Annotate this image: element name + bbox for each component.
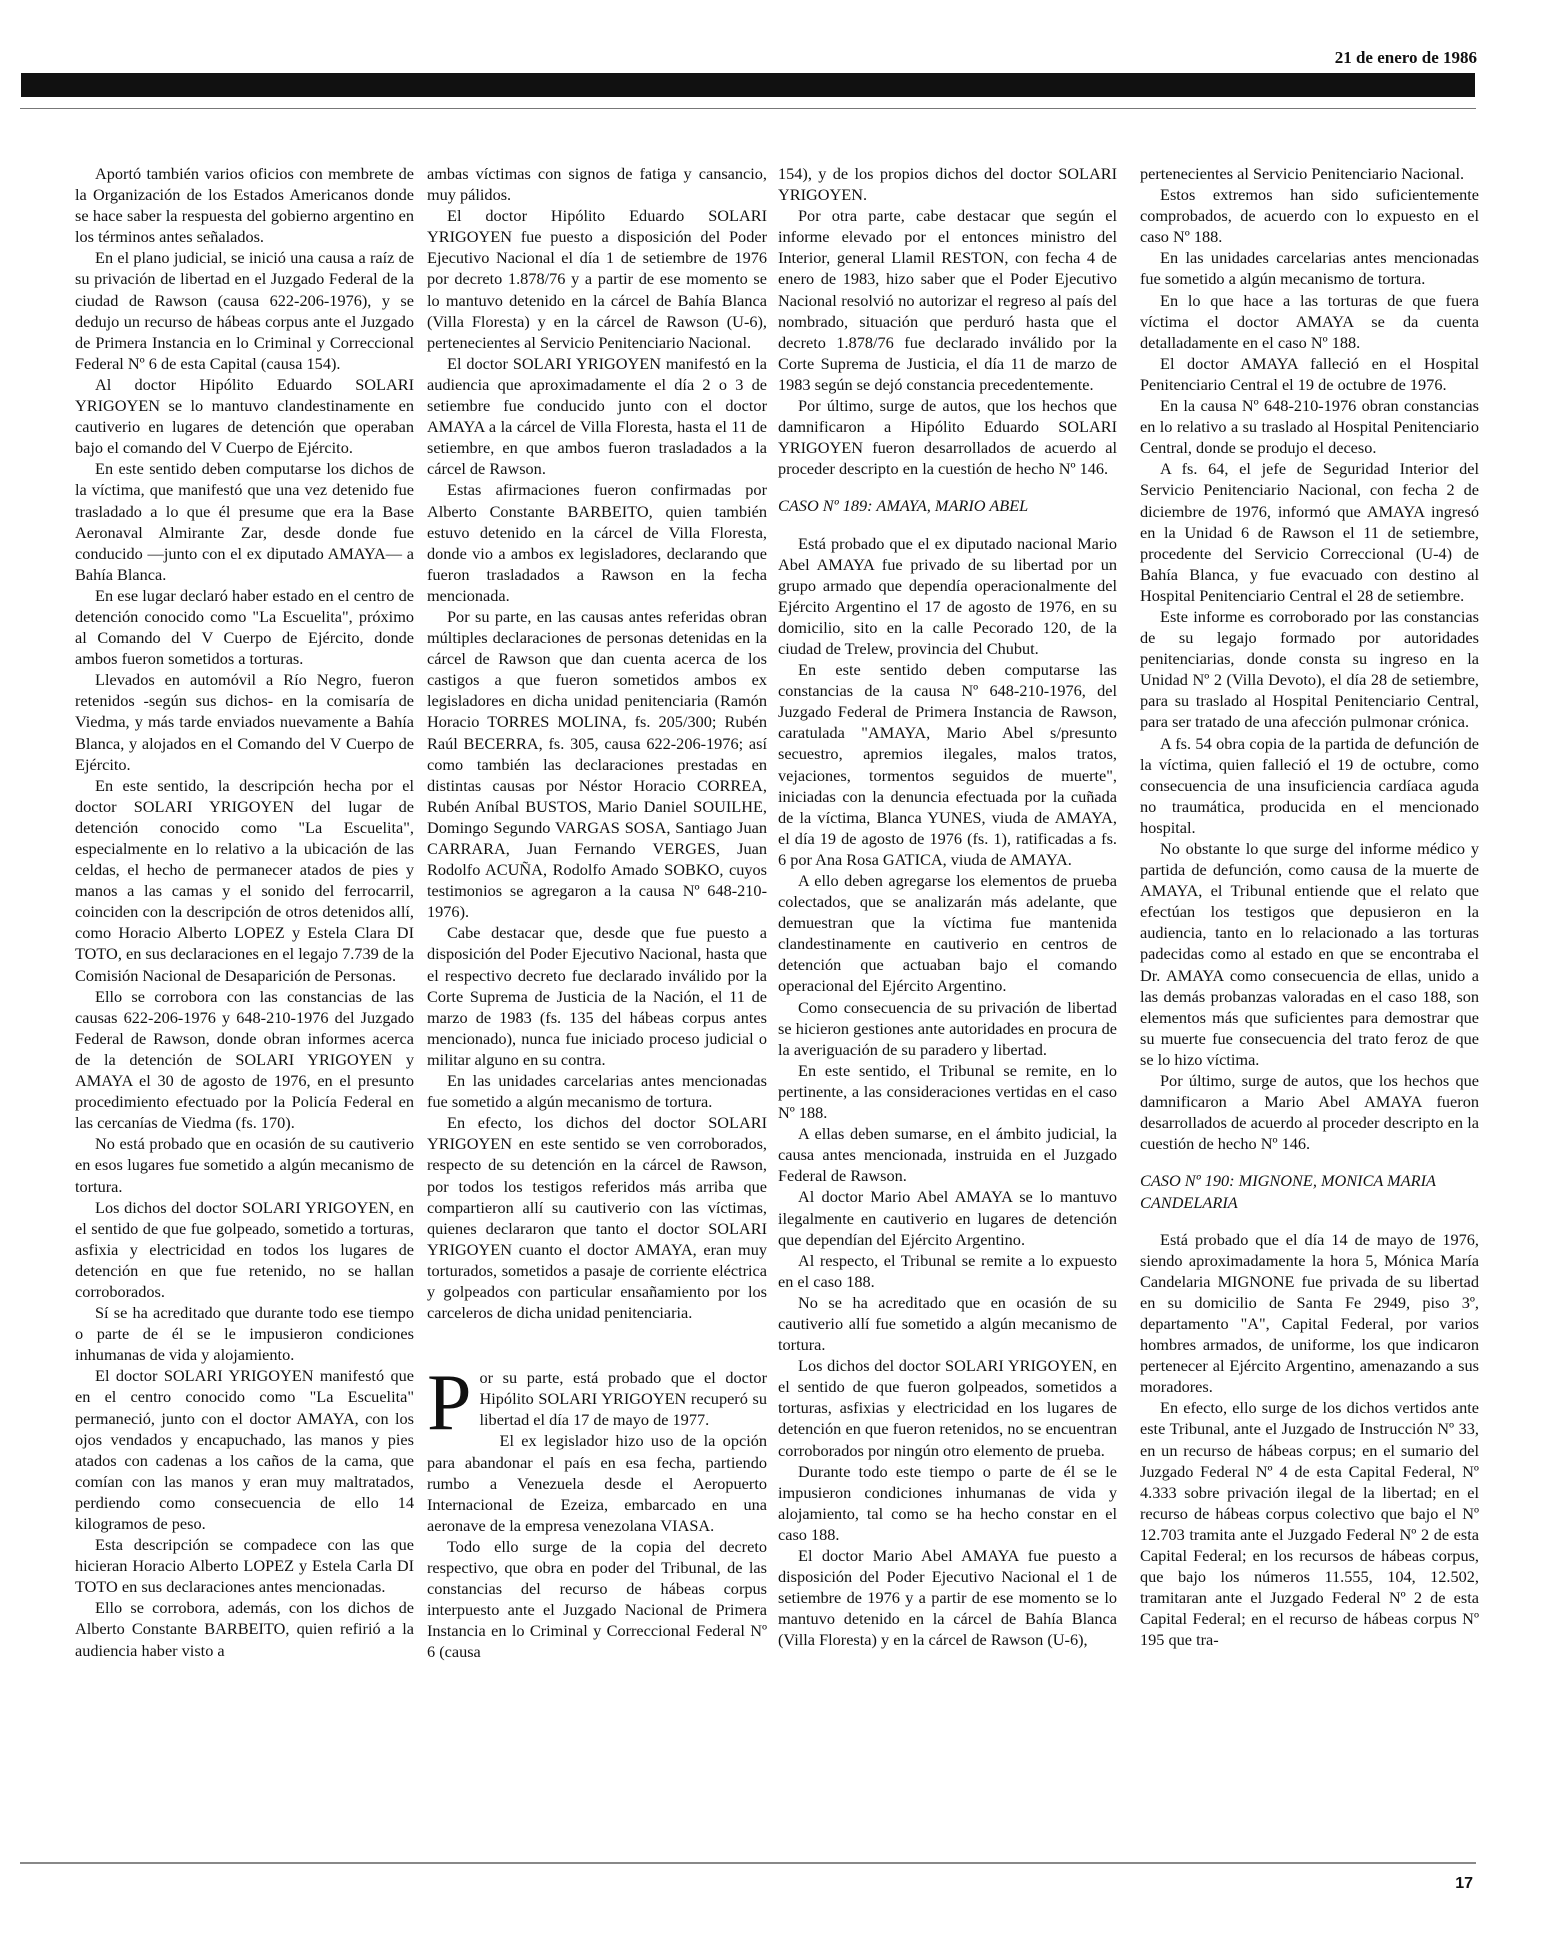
- paragraph: Aportó también varios oficios con membrete de la Organización de los Estados Americanos donde se hace saber la respuesta del gobierno argentino en los términos antes señalados.: [75, 164, 414, 247]
- page-number: 17: [1455, 1875, 1473, 1892]
- paragraph: Sí se ha acreditado que durante todo ese tiempo o parte de él se le impusieron condiciones inhumanas de vida y alojamiento.: [75, 1303, 414, 1365]
- paragraph: Al doctor Hipólito Eduardo SOLARI YRIGOYEN se lo mantuvo clandestinamente en cautiverio en lugares de detención que operaban bajo el comando del V Cuerpo de Ejército.: [75, 374, 414, 458]
- paragraph: Los dichos del doctor SOLARI YRIGOYEN, en el sentido de que fue golpeado, sometido a torturas, asfixia y electricidad en todos los lugares de detención en que fue retenido, no se hallan corroborados.: [75, 1197, 414, 1301]
- paragraph: Estos extremos han sido suficientemente comprobados, de acuerdo con lo expuesto en el caso Nº 188.: [1140, 185, 1479, 247]
- paragraph: Por último, surge de autos, que los hechos que damnificaron a Hipólito Eduardo SOLARI YRIGOYEN fueron desarrollados de acuerdo al proceder descripto en la cuestión de hecho Nº 146.: [778, 396, 1117, 479]
- paragraph: En efecto, los dichos del doctor SOLARI YRIGOYEN en este sentido se ven corroborados, respecto de su detención en la cárcel de Rawson, por todos los testigos referidos más arriba que compartieron allí su cautiverio con las víctimas, quienes declararon que tanto el doctor SOLARI YRIGOYEN cuanto el doctor AMAYA, eran muy torturados, sometidos a pasaje de corriente eléctrica y golpeados con particular ensañamiento por los carceleros de dicha unidad penitenciaria.: [427, 1113, 767, 1323]
- case-heading: CASO Nº 189: AMAYA, MARIO ABEL: [778, 496, 1029, 516]
- paragraph: A ello deben agregarse los elementos de prueba colectados, que se analizarán más adelante, que demuestran que la víctima fue mantenida clandestinamente en cautiverio en centros de detención que actuaban bajo el comando operacional del Ejército Argentino.: [778, 871, 1117, 996]
- paragraph: Esta descripción se compadece con las que hicieran Horacio Alberto LOPEZ y Estela Carla DI TOTO en sus declaraciones antes mencionadas.: [75, 1535, 414, 1597]
- paragraph: Al doctor Mario Abel AMAYA se lo mantuvo ilegalmente en cautiverio en lugares de detención que dependían del Ejército Argentino.: [778, 1187, 1117, 1249]
- paragraph: En las unidades carcelarias antes mencionadas fue sometido a algún mecanismo de tortura.: [427, 1071, 767, 1112]
- paragraph: En este sentido, el Tribunal se remite, en lo pertinente, a las consideraciones vertidas en el caso Nº 188.: [778, 1060, 1117, 1123]
- footer-rule: [20, 1862, 1476, 1864]
- paragraph: Está probado que el ex diputado nacional Mario Abel AMAYA fue privado de su libertad por un grupo armado que dependía operacionalmente del Ejército Argentino el 17 de agosto de 1976, en su domicilio, sito en la calle Pecorado 120, de la ciudad de Trelew, provincia del Chubut.: [778, 533, 1117, 658]
- paragraph: El doctor SOLARI YRIGOYEN manifestó que en el centro conocido como "La Escuelita" permaneció, junto con el doctor AMAYA, con los ojos vendados y encapuchado, las manos y pies atados con cadenas a los caños de la cama, que comían con las manos y eran muy maltratados, perdiendo como consecuencia de ello 14 kilogramos de peso.: [75, 1366, 414, 1533]
- paragraph: El doctor Hipólito Eduardo SOLARI YRIGOYEN fue puesto a disposición del Poder Ejecutivo Nacional el día 1 de setiembre de 1976 por decreto 1.878/76 y a partir de ese momento se lo mantuvo detenido en la cárcel de Bahía Blanca (Villa Floresta) y en la cárcel de Rawson (U-6), pertenecientes al Servicio Penitenciario Nacional.: [427, 206, 767, 352]
- paragraph: 154), y de los propios dichos del doctor SOLARI YRIGOYEN.: [778, 164, 1117, 205]
- paragraph: Por su parte, en las causas antes referidas obran múltiples declaraciones de personas detenidas en la cárcel de Rawson que dan cuenta acerca de los castigos a que fueron sometidos ambos ex legisladores en dicha unidad penitenciaria (Ramón Horacio TORRES MOLINA, fs. 205/300; Rubén Raúl BECERRA, fs. 305, causa 622-206-1976; así como también las declaraciones prestadas en distintas causas por Néstor Horacio CORREA, Rubén Aníbal BUSTOS, Mario Daniel SOUILHE, Domingo Segundo VARGAS SOSA, Santiago Juan CARRARA, Juan Fernando VERGES, Juan Rodolfo ACUÑA, Rodolfo Amado SOBKO, cuyos testimonios se agregaron a la causa Nº 648-210-1976).: [427, 606, 767, 922]
- paragraph: Durante todo este tiempo o parte de él se le impusieron condiciones inhumanas de vida y alojamiento, tal como se ha hecho constar en el caso 188.: [778, 1461, 1117, 1544]
- text-column-2: [427, 163, 767, 1803]
- paragraph: No se ha acreditado que en ocasión de su cautiverio allí fue sometido a algún mecanismo de tortura.: [778, 1292, 1117, 1355]
- paragraph: En lo que hace a las torturas de que fuera víctima el doctor AMAYA se da cuenta detalladamente en el caso Nº 188.: [1140, 290, 1479, 352]
- page-date: 21 de enero de 1986: [1334, 48, 1477, 67]
- paragraph: pertenecientes al Servicio Penitenciario Nacional.: [1140, 164, 1465, 183]
- paragraph: Este informe es corroborado por las constancias de su legajo formado por autoridades penitenciarias, donde consta su ingreso en la Unidad Nº 2 (Villa Devoto), el día 28 de setiembre, para su traslado al Hospital Penitenciario Central, para ser tratado de una afección pulmonar crónica.: [1140, 606, 1479, 732]
- paragraph: El doctor Mario Abel AMAYA fue puesto a disposición del Poder Ejecutivo Nacional el 1 de setiembre de 1976 y a partir de ese momento se lo mantuvo detenido en la cárcel de Bahía Blanca (Villa Floresta) y en la cárcel de Rawson (U-6),: [778, 1546, 1117, 1650]
- paragraph: Por otra parte, cabe destacar que según el informe elevado por el entonces ministro del Interior, general Llamil RESTON, con fecha 4 de enero de 1983, hizo saber que el Poder Ejecutivo Nacional resolvió no autorizar el regreso al país del nombrado, situación que perduró hasta que el decreto 1.878/76 fue declarado inválido por la Corte Suprema de Justicia, el día 11 de marzo de 1983 según se dejó constancia precedentemente.: [778, 206, 1117, 394]
- text-column-4: [1140, 163, 1479, 1803]
- paragraph: En la causa Nº 648-210-1976 obran constancias en lo relativo a su traslado al Hospital Penitenciario Central, donde se produjo el deceso.: [1140, 396, 1479, 458]
- paragraph: No obstante lo que surge del informe médico y partida de defunción, como causa de la muerte de AMAYA, el Tribunal entiende que el relato que efectúan los testigos que depusieron en la audiencia, tanto en lo relacionado a las torturas padecidas como al estado en que se encontraba el Dr. AMAYA como consecuencia de ellas, unido a las demás probanzas valoradas en el caso 188, son elementos más que suficientes para demostrar que su muerte fue consecuencia del trato feroz de que se lo hizo víctima.: [1140, 839, 1479, 1069]
- paragraph: Todo ello surge de la copia del decreto respectivo, que obra en poder del Tribunal, de las constancias del recurso de hábeas corpus interpuesto ante el Juzgado Nacional de Primera Instancia en lo Criminal y Correccional Federal Nº 6 (causa: [427, 1536, 767, 1662]
- paragraph: A ellas deben sumarse, en el ámbito judicial, la causa antes mencionada, instruida en el Juzgado Federal de Rawson.: [778, 1124, 1117, 1186]
- header-rule: [20, 108, 1476, 109]
- paragraph: El doctor SOLARI YRIGOYEN manifestó en la audiencia que aproximadamente el día 2 o 3 de setiembre fue conducido junto con el doctor AMAYA a la cárcel de Villa Floresta, hasta el 11 de setiembre, en que ambos fueron trasladados a la cárcel de Rawson.: [427, 353, 767, 479]
- paragraph: El doctor AMAYA falleció en el Hospital Penitenciario Central el 19 de octubre de 1976.: [1140, 353, 1479, 394]
- case-heading: CASO Nº 190: MIGNONE, MONICA MARIA CANDELARIA: [1140, 1171, 1436, 1212]
- paragraph: Está probado que el día 14 de mayo de 1976, siendo aproximadamente la hora 5, Mónica María Candelaria MIGNONE fue privada de su libertad en su domicilio de Santa Fe 2949, piso 3º, departamento "A", Capital Federal, por varios hombres armados, de uniforme, los que indicaron pertenecer al Ejército Argentino, amenazando a sus moradores.: [1140, 1229, 1479, 1397]
- paragraph: El ex legislador hizo uso de la opción para abandonar el país en esa fecha, partiendo rumbo a Venezuela desde el Aeropuerto Internacional de Ezeiza, embarcado en una aeronave de la empresa venezolana VIASA.: [427, 1431, 767, 1535]
- paragraph: En este sentido deben computarse los dichos de la víctima, que manifestó que una vez detenido fue trasladado a lo que él presume que era la Base Aeronaval Almirante Zar, desde donde fue conducido —junto con el ex diputado AMAYA— a Bahía Blanca.: [75, 459, 414, 584]
- header-bar: [21, 73, 1475, 97]
- text-column-1: [75, 163, 414, 1803]
- paragraph: Cabe destacar que, desde que fue puesto a disposición del Poder Ejecutivo Nacional, hasta que el respectivo decreto fue declarado inválido por la Corte Suprema de Justicia de la Nación, el 11 de marzo de 1983 (fs. 135 del hábeas corpus antes mencionado), nunca fue iniciado proceso judicial o militar alguno en su contra.: [427, 923, 767, 1069]
- paragraph: No está probado que en ocasión de su cautiverio en esos lugares fue sometido a algún mecanismo de tortura.: [75, 1134, 414, 1196]
- paragraph: En este sentido, la descripción hecha por el doctor SOLARI YRIGOYEN del lugar de detención conocido como "La Escuelita", especialmente en lo relativo a la ubicación de las celdas, el hecho de permanecer atados de pies y manos a las camas y el sonido del ferrocarril, coinciden con la descripción de otros detenidos allí, como Horacio Alberto LOPEZ y Estela Clara DI TOTO, en sus declaraciones en el legajo 7.739 de la Comisión Nacional de Desaparición de Personas.: [75, 775, 414, 985]
- paragraph: En efecto, ello surge de los dichos vertidos ante este Tribunal, ante el Juzgado de Instrucción Nº 33, en un recurso de hábeas corpus; en el sumario del Juzgado Federal Nº 4 de esta Capital Federal, Nº 4.333 sobre privación ilegal de la libertad; en el recurso de hábeas corpus colectivo que bajo el Nº 12.703 tramita ante el Juzgado Federal Nº 2 de esta Capital Federal; en los recursos de hábeas corpus, que bajo los números 11.555, 104, 12.502, tramitaran ante el Juzgado Federal Nº 2 de esta Capital Federal; en el recurso de hábeas corpus Nº 195 que tra-: [1140, 1398, 1479, 1650]
- paragraph: Como consecuencia de su privación de libertad se hicieron gestiones ante autoridades en procura de la averiguación de su paradero y libertad.: [778, 997, 1117, 1059]
- paragraph: En ese lugar declaró haber estado en el centro de detención conocido como "La Escuelita", próximo al Comando del V Cuerpo de Ejército, donde ambos fueron sometidos a torturas.: [75, 585, 414, 669]
- paragraph: Al respecto, el Tribunal se remite a lo expuesto en el caso 188.: [778, 1250, 1117, 1291]
- paragraph: or su parte, está probado que el doctor Hipólito SOLARI YRIGOYEN recuperó su libertad el día 17 de mayo de 1977.: [479, 1368, 767, 1430]
- paragraph: Ello se corrobora, además, con los dichos de Alberto Constante BARBEITO, quien refirió a la audiencia haber visto a: [75, 1598, 414, 1660]
- paragraph: A fs. 64, el jefe de Seguridad Interior del Servicio Penitenciario Nacional, con fecha 2 de diciembre de 1976, informó que AMAYA ingresó en la Unidad 6 de Rawson el 11 de setiembre, procedente del Servicio Correccional (U-4) de Bahía Blanca, y fue evacuado con destino al Hospital Penitenciario Central el 28 de setiembre.: [1140, 459, 1479, 605]
- paragraph: Los dichos del doctor SOLARI YRIGOYEN, en el sentido de que fueron golpeados, sometidos a torturas, asfixias y electricidad en los lugares de detención en que fueron retenidos, no se encuentran corroborados por ningún otro elemento de prueba.: [778, 1356, 1117, 1460]
- paragraph: En este sentido deben computarse las constancias de la causa Nº 648-210-1976, del Juzgado Federal de Primera Instancia de Rawson, caratulada "AMAYA, Mario Abel s/presunto secuestro, apremios ilegales, malos tratos, vejaciones, tormentos seguidos de muerte", iniciadas con la denuncia efectuada por la cuñada de la víctima, Blanca YUNES, viuda de AMAYA, el día 19 de agosto de 1976 (fs. 1), ratificadas a fs. 6 por Ana Rosa GATICA, viuda de AMAYA.: [778, 660, 1117, 869]
- paragraph: Estas afirmaciones fueron confirmadas por Alberto Constante BARBEITO, quien también estuvo detenido en la cárcel de Villa Floresta, donde vio a ambos ex legisladores, declarando que fueron trasladados a Rawson en la fecha mencionada.: [427, 480, 767, 605]
- paragraph: En el plano judicial, se inició una causa a raíz de su privación de libertad en el Juzgado Federal de la ciudad de Rawson (causa 622-206-1976), y se dedujo un recurso de hábeas corpus ante el Juzgado de Primera Instancia en lo Criminal y Correccional Federal Nº 6 de esta Capital (causa 154).: [75, 248, 414, 373]
- paragraph: ambas víctimas con signos de fatiga y cansancio, muy pálidos.: [427, 164, 767, 205]
- paragraph: En las unidades carcelarias antes mencionadas fue sometido a algún mecanismo de tortura.: [1140, 248, 1479, 289]
- text-column-3: [778, 163, 1117, 1803]
- dropcap-section: [427, 1359, 767, 1448]
- paragraph: A fs. 54 obra copia de la partida de defunción de la víctima, quien falleció el 19 de octubre, como consecuencia de una insuficiencia cardíaca aguda no traumática, producida en el mencionado hospital.: [1140, 733, 1479, 837]
- paragraph: Ello se corrobora con las constancias de las causas 622-206-1976 y 648-210-1976 del Juzgado Federal de Rawson, donde obran informes acerca de la detención de SOLARI YRIGOYEN y AMAYA el 30 de agosto de 1976, en el presunto procedimiento efectuado por la Policía Federal en las cercanías de Viedma (fs. 170).: [75, 986, 414, 1133]
- dropcap-letter: P: [427, 1359, 472, 1448]
- paragraph: Llevados en automóvil a Río Negro, fueron retenidos -según sus dichos- en la comisaría de Viedma, y más tarde enviados nuevamente a Bahía Blanca, y alojados en el Comando del V Cuerpo de Ejército.: [75, 670, 414, 774]
- paragraph: Por último, surge de autos, que los hechos que damnificaron a Mario Abel AMAYA fueron desarrollados de acuerdo al proceder descripto en la cuestión de hecho Nº 146.: [1140, 1071, 1479, 1154]
